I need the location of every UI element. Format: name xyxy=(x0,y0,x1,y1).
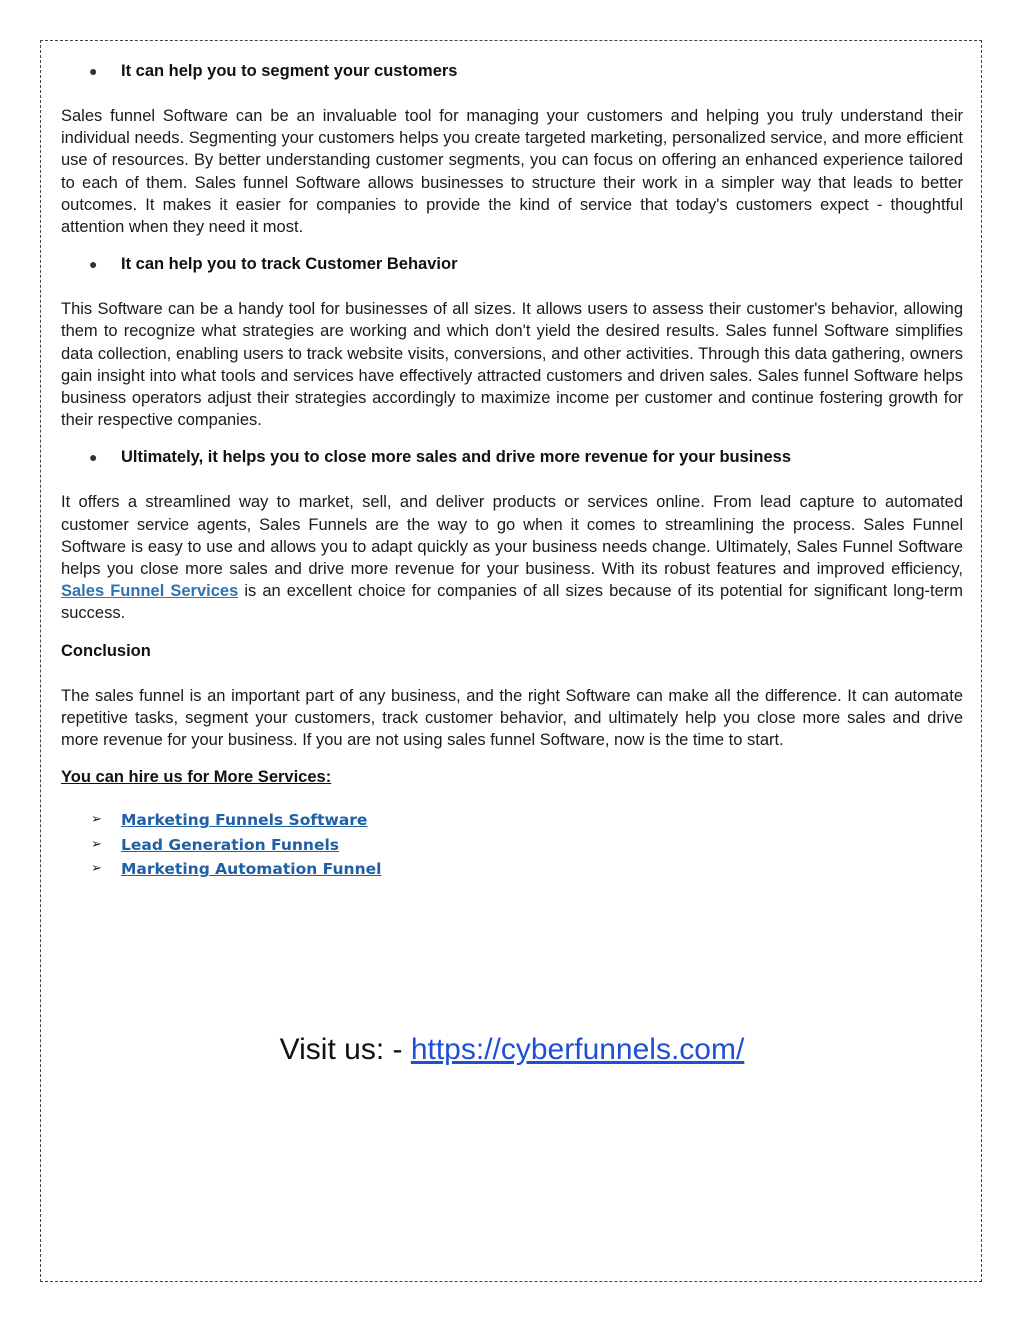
lead-generation-funnels-link[interactable]: Lead Generation Funnels xyxy=(121,835,339,854)
sales-funnel-services-link[interactable]: Sales Funnel Services xyxy=(61,582,239,601)
arrow-right-icon: ➢ xyxy=(91,836,102,852)
website-link[interactable]: https://cyberfunnels.com/ xyxy=(410,1033,745,1066)
bullet-dot-icon: ● xyxy=(89,449,98,466)
section-body-behavior: This Software can be a handy tool for businesses of all sizes. It allows users to assess their customer's behavior, allowing them to recognize what strategies are working and which don't yield the desired results. Sales funnel Software simplifies data collection, enabling users to track website visits, conversions, and other activities. Through this data gathering, owners gain insight into what tools and services have effectively attracted customers and driven sales. Sales funnel Software helps business operators adjust their strategies accordingly to maximize income per customer and continue fostering growth for their respective companies. xyxy=(61,300,963,430)
marketing-funnels-software-link[interactable]: Marketing Funnels Software xyxy=(121,811,368,830)
visit-us-label: Visit us: - xyxy=(279,1033,411,1066)
list-item xyxy=(61,808,963,833)
section-heading-behavior xyxy=(61,251,963,277)
services-heading: You can hire us for More Services: xyxy=(61,768,332,787)
marketing-automation-funnel-link[interactable]: Marketing Automation Funnel xyxy=(121,860,382,879)
services-list xyxy=(61,808,963,882)
visit-us-line xyxy=(0,1030,1024,1070)
arrow-right-icon: ➢ xyxy=(91,812,102,828)
list-item xyxy=(61,857,963,882)
section-heading-text: It can help you to track Customer Behavior xyxy=(121,255,458,274)
bullet-dot-icon: ● xyxy=(89,256,98,273)
conclusion-heading: Conclusion xyxy=(61,641,151,660)
conclusion-body: The sales funnel is an important part of any business, and the right Software can make all the difference. It can automate repetitive tasks, segment your customers, track customer behavior, and ultimately help you close more sales and drive more revenue for your business. If you are not using sales funnel Software, now is the time to start. xyxy=(61,686,963,750)
list-item xyxy=(61,833,963,858)
document-content xyxy=(61,58,963,882)
section-body-segment: Sales funnel Software can be an invaluable tool for managing your customers and helping you truly understand their individual needs. Segmenting your customers helps you create targeted marketing, personalized service, and more efficient use of resources. By better understanding customer segments, you can focus on offering an enhanced experience tailored to each of them. Sales funnel Software allows businesses to structure their work in a simpler way that leads to better outcomes. It makes it easier for companies to provide the kind of service that today's customers expect - thoughtful attention when they need it most. xyxy=(61,107,963,237)
section-heading-text: It can help you to segment your customers xyxy=(121,62,458,80)
arrow-right-icon: ➢ xyxy=(91,861,102,877)
section-heading-text: Ultimately, it helps you to close more sales and drive more revenue for your business xyxy=(121,448,791,467)
section-heading-segment xyxy=(61,58,963,84)
bullet-dot-icon: ● xyxy=(89,63,98,79)
body-text-after-link: is an excellent choice for companies of all sizes because of its potential for significant long-term success. xyxy=(61,582,963,623)
section-body-revenue xyxy=(61,491,963,624)
body-text-before-link: It offers a streamlined way to market, sell, and deliver products or services online. From lead capture to automated customer service agents, Sales Funnels are the way to go when it comes to streamlining the process. Sales Funnel Software is easy to use and allows you to adapt quickly as your business needs change. Ultimately, Sales Funnel Software helps you close more sales and drive more revenue for your business. With its robust features and improved efficiency, xyxy=(61,493,963,579)
section-heading-revenue xyxy=(61,444,963,470)
